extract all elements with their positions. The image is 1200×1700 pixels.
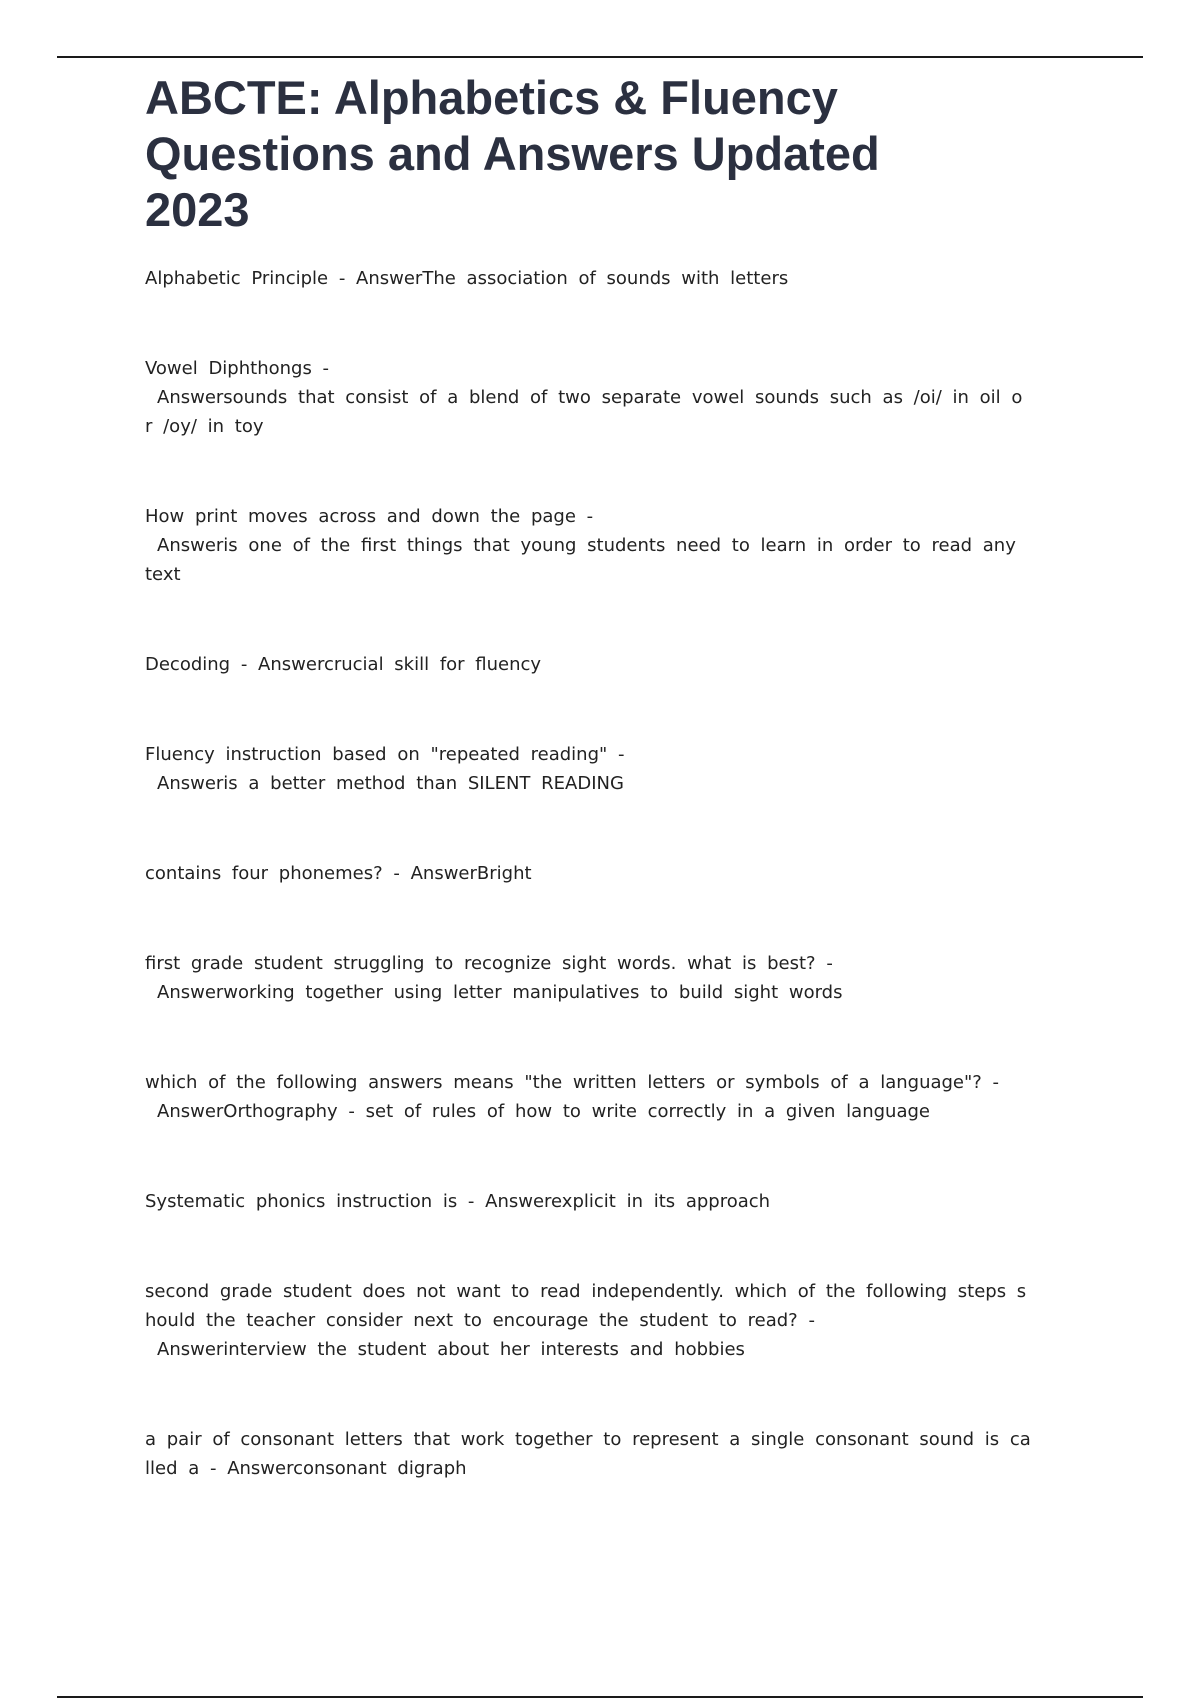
qa-entry <box>145 859 1055 888</box>
qa-entry <box>145 650 1055 679</box>
entry-spacer <box>145 679 1055 740</box>
title-line: Questions and Answers Updated <box>145 127 880 180</box>
qa-entry <box>145 354 1055 441</box>
qa-entry-line: Systematic phonics instruction is - Answerexplicit in its approach <box>145 1191 771 1212</box>
entry-spacer <box>145 1364 1055 1425</box>
qa-entry-line: contains four phonemes? - AnswerBright <box>145 863 532 884</box>
entry-spacer <box>145 1126 1055 1187</box>
qa-entry-line: a pair of consonant letters that work together to represent a single consonant sound is ca <box>145 1429 1031 1450</box>
qa-entry <box>145 264 1055 293</box>
entry-spacer <box>145 798 1055 859</box>
bottom-rule <box>57 1696 1143 1698</box>
qa-entry-line: Decoding - Answercrucial skill for fluency <box>145 654 542 675</box>
qa-entry-line: Answersounds that consist of a blend of two separate vowel sounds such as /oi/ in oil o <box>157 387 1023 408</box>
top-rule <box>57 56 1143 58</box>
qa-entry-line: Answerinterview the student about her interests and hobbies <box>157 1339 745 1360</box>
qa-entry <box>145 1068 1055 1126</box>
qa-entry <box>145 740 1055 798</box>
qa-entry-line: Alphabetic Principle - AnswerThe association of sounds with letters <box>145 268 789 289</box>
document-title <box>145 70 1045 238</box>
qa-entry <box>145 1425 1055 1483</box>
qa-entry-line: hould the teacher consider next to encourage the student to read? - <box>145 1310 815 1331</box>
entry-spacer <box>145 589 1055 650</box>
qa-entry <box>145 949 1055 1007</box>
entry-spacer <box>145 1007 1055 1068</box>
qa-entry-line: How print moves across and down the page - <box>145 506 594 527</box>
qa-entry <box>145 1277 1055 1364</box>
qa-entry-line: lled a - Answerconsonant digraph <box>145 1458 467 1479</box>
qa-entry <box>145 502 1055 589</box>
qa-entry-line: first grade student struggling to recognize sight words. what is best? - <box>145 953 833 974</box>
title-line: ABCTE: Alphabetics & Fluency <box>145 71 838 124</box>
qa-entry <box>145 1187 1055 1216</box>
qa-entry-line: text <box>145 564 181 585</box>
qa-entry-line: r /oy/ in toy <box>145 416 264 437</box>
qa-entry-line: which of the following answers means "the written letters or symbols of a language"? - <box>145 1072 1000 1093</box>
entry-spacer <box>145 441 1055 502</box>
qa-entry-line: Answeris a better method than SILENT READING <box>157 773 624 794</box>
entry-spacer <box>145 888 1055 949</box>
qa-entry-line: Answerworking together using letter manipulatives to build sight words <box>157 982 843 1003</box>
entry-spacer <box>145 1216 1055 1277</box>
qa-entry-line: Answeris one of the first things that young students need to learn in order to read any <box>157 535 1016 556</box>
title-line: 2023 <box>145 183 250 236</box>
entry-spacer <box>145 293 1055 354</box>
qa-entry-line: Fluency instruction based on "repeated reading" - <box>145 744 625 765</box>
qa-entry-line: Vowel Diphthongs - <box>145 358 330 379</box>
qa-entry-line: AnswerOrthography - set of rules of how to write correctly in a given language <box>157 1101 930 1122</box>
qa-entry-line: second grade student does not want to read independently. which of the following steps s <box>145 1281 1027 1302</box>
qa-list <box>145 264 1055 1483</box>
